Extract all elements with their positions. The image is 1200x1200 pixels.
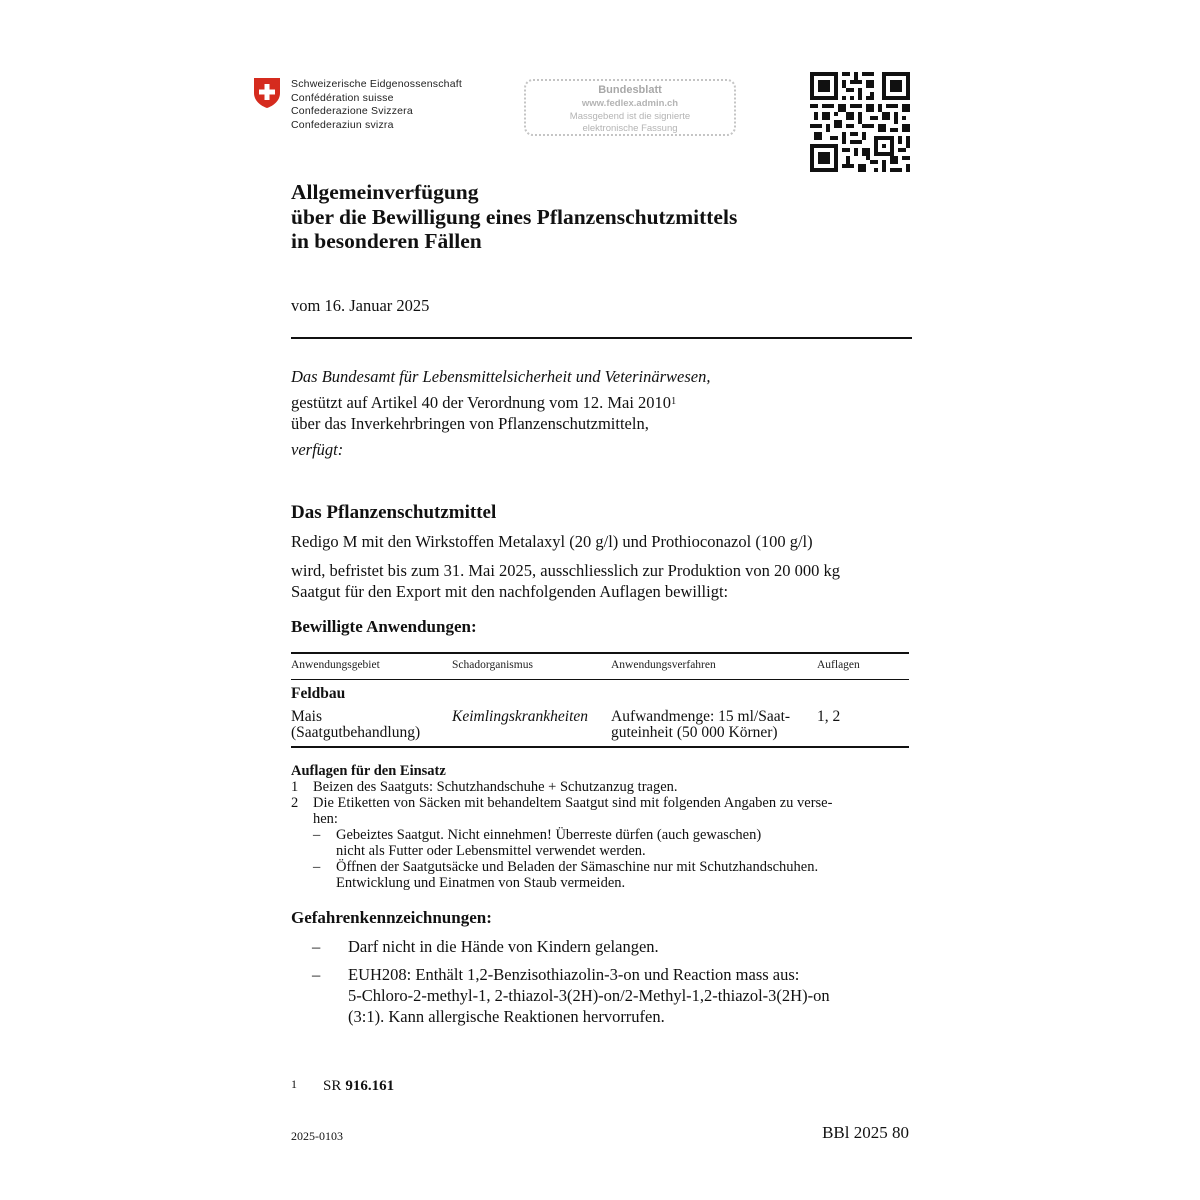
condition-text: Die Etiketten von Säcken mit behandeltem Saatgut sind mit folgenden Angaben zu verse- [313,795,833,811]
section-heading: Das Pflanzenschutzmittel [291,502,497,523]
applications-heading: Bewilligte Anwendungen: [291,617,477,636]
subitem-text: Öffnen der Saatgutsäcke und Beladen der Sämaschine nur mit Schutzhandschuhen. [336,859,819,875]
hazard-dash: – [312,937,321,956]
subitem-text-continued: nicht als Futter oder Lebensmittel verwendet werden. [336,843,646,859]
table-top-rule [291,652,909,654]
page-reference: BBl 2025 80 [822,1123,909,1142]
condition-text-continued: hen: [313,811,338,827]
title-line: in besonderen Fällen [291,229,482,253]
condition-number: 2 [291,795,299,811]
conditions-block [291,763,832,891]
table-bottom-rule [291,746,909,748]
footnote-prefix: SR [323,1078,342,1094]
footnote-marker[interactable]: 1 [671,396,677,407]
stamp-url: www.fedlex.admin.ch [581,98,679,109]
table-cell-area [291,709,420,741]
cell-line: guteinheit (50 000 Körner) [611,724,778,741]
swiss-coat-of-arms-icon [253,77,281,109]
approval-text [291,560,840,602]
authority: Das Bundesamt für Lebensmittelsicherheit und Veterinärwesen, [291,367,711,386]
document-code: 2025-0103 [291,1129,343,1143]
hazard-line: EUH208: Enthält 1,2-Benzisothiazolin-3-on und Reaction mass aus: [348,965,800,984]
hazard-item [348,964,830,1027]
verb: verfügt: [291,440,344,459]
condition-item [291,779,832,795]
hazard-dash: – [312,965,321,984]
document-title [291,180,737,254]
dash-marker: – [313,859,321,875]
preamble [291,366,911,460]
condition-item [291,795,832,811]
product-description: Redigo M mit den Wirkstoffen Metalaxyl (20 g/l) und Prothioconazol (100 g/l) [291,532,813,551]
qr-code-icon [810,72,910,172]
hazard-line: (3:1). Kann allergische Reaktionen hervorrufen. [348,1007,665,1026]
table-header-rule [291,679,909,680]
legal-basis-line-1 [291,392,911,413]
hazard-line: 5-Chloro-2-methyl-1, 2-thiazol-3(2H)-on/2-Methyl-1,2-thiazol-3(2H)-on [348,986,830,1005]
table-cell-conditions: 1, 2 [817,708,841,725]
legal-basis-text: gestützt auf Artikel 40 der Verordnung vom 12. Mai 2010 [291,393,672,412]
condition-subitem [291,859,832,875]
column-header-method: Anwendungsverfahren [611,659,716,671]
table-group-label: Feldbau [291,685,346,702]
table-cell-method [611,709,790,741]
stamp-note-1: Massgebend ist die signierte [569,111,691,122]
confederation-rm: Confederaziun svizra [291,118,394,131]
document-date: vom 16. Januar 2025 [291,296,430,315]
title-divider [291,337,912,339]
legal-basis-line-2: über das Inverkehrbringen von Pflanzenschutzmitteln, [291,414,649,433]
confederation-it: Confederazione Svizzera [291,105,413,117]
title-line: über die Bewilligung eines Pflanzenschutzmittels [291,204,738,229]
stamp-title: Bundesblatt [598,84,662,96]
approval-text-line: wird, befristet bis zum 31. Mai 2025, ausschliesslich zur Produktion von 20 000 kg [291,561,841,580]
cell-line: Aufwandmenge: 15 ml/Saat- [611,708,791,725]
column-header-area: Anwendungsgebiet [291,659,380,671]
cell-line: Mais [291,708,322,725]
column-header-organism: Schadorganismus [452,659,533,671]
condition-text: Beizen des Saatguts: Schutzhandschuhe + Schutzanzug tragen. [313,779,678,795]
confederation-fr: Confédération suisse [291,91,394,104]
approval-text-line: Saatgut für den Export mit den nachfolgenden Auflagen bewilligt: [291,582,729,601]
dash-marker: – [313,827,321,843]
bundesblatt-stamp [524,79,736,136]
hazard-item: Darf nicht in die Hände von Kindern gelangen. [348,937,659,956]
column-header-conditions: Auflagen [817,659,860,671]
subitem-text-continued: Entwicklung und Einatmen von Staub vermeiden. [336,875,626,891]
subitem-text: Gebeiztes Saatgut. Nicht einnehmen! Überreste dürfen (auch gewaschen) [336,827,762,843]
hazards-heading: Gefahrenkennzeichnungen: [291,908,492,927]
title-line: Allgemeinverfügung [291,180,479,204]
footnote [291,1077,394,1095]
footnote-number: 1 [291,1077,297,1091]
condition-subitem [291,827,832,843]
stamp-note-2: elektronische Fassung [582,122,678,134]
confederation-names [291,78,462,132]
condition-number: 1 [291,779,299,795]
cell-line: (Saatgutbehandlung) [291,724,421,741]
table-cell-organism: Keimlingskrankheiten [452,708,589,725]
confederation-de: Schweizerische Eidgenossenschaft [291,78,462,90]
conditions-heading: Auflagen für den Einsatz [291,763,446,779]
footnote-reference[interactable]: 916.161 [345,1078,395,1094]
